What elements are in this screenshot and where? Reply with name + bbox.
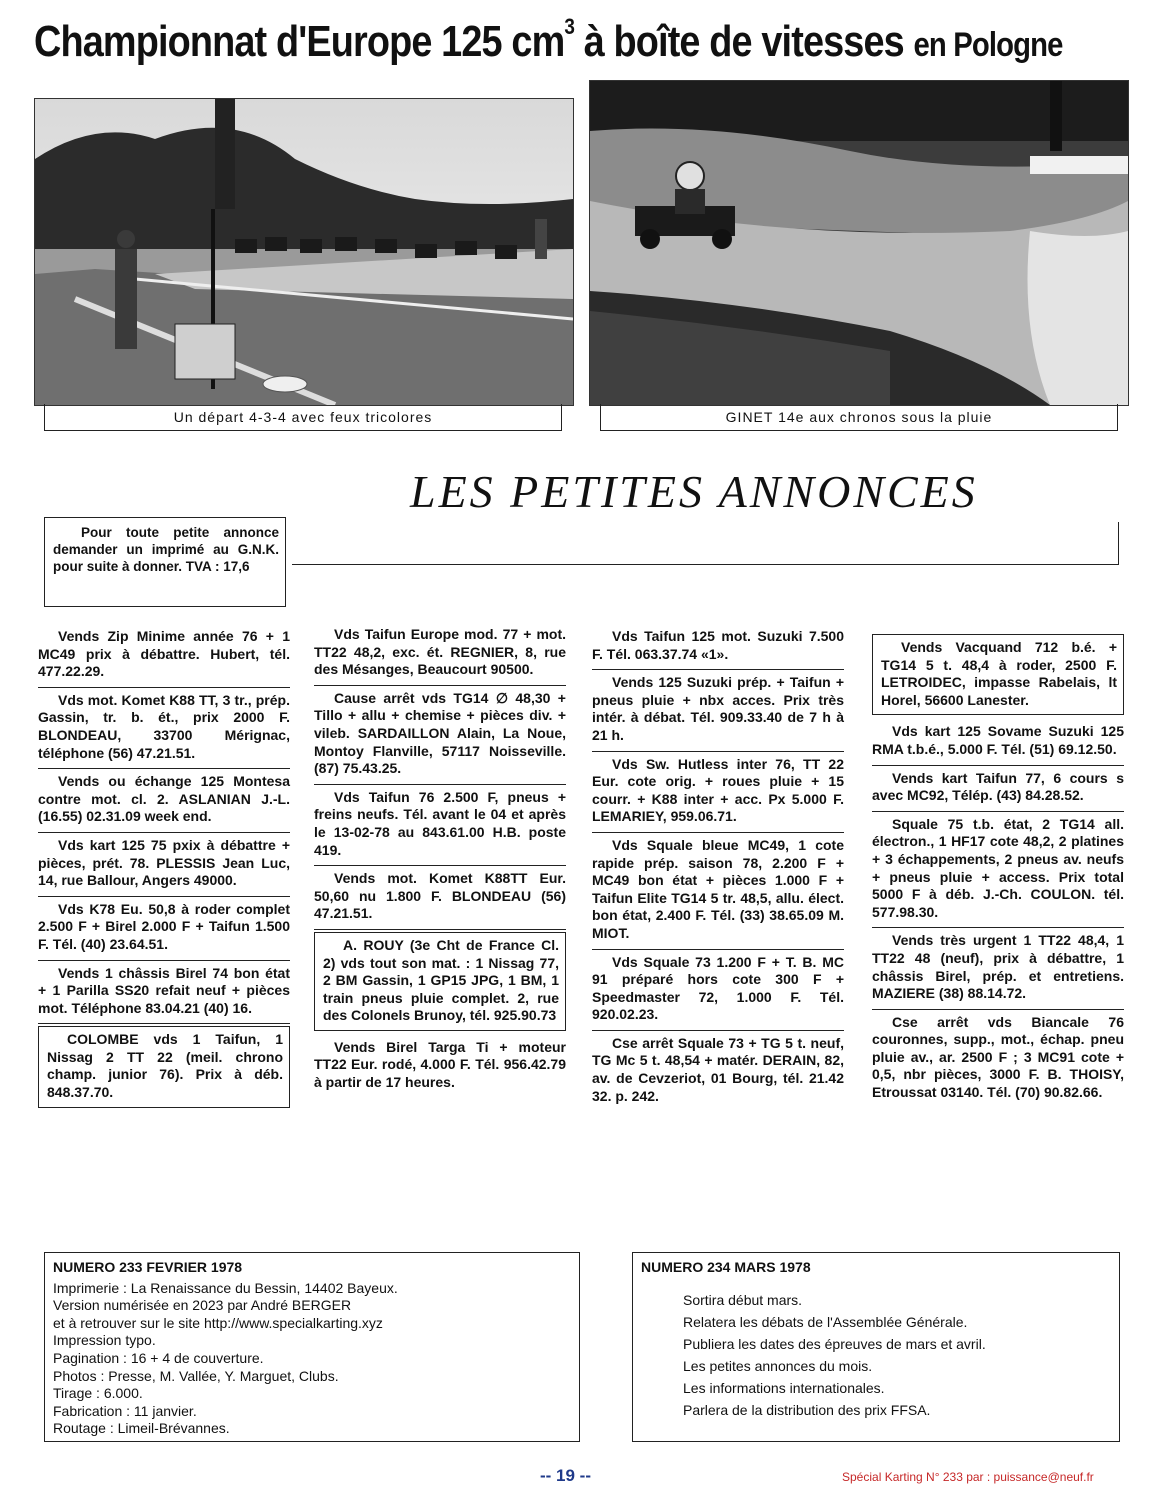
imprint-line: Photos : Presse, M. Vallée, Y. Marguet, Clubs. bbox=[53, 1367, 339, 1384]
imprint-line: Impression typo. bbox=[53, 1332, 156, 1349]
classified-ad: Vds Squale 73 1.200 F + T. B. MC 91 préparé hors cote 300 F + Speedmaster 72, 1.000 F. Tél. 920.02.23. bbox=[592, 950, 844, 1031]
classified-ad: Vds Taifun 125 mot. Suzuki 7.500 F. Tél. 063.37.74 «1». bbox=[592, 624, 844, 670]
issue-imprint bbox=[44, 1252, 580, 1442]
classified-ad: Vends ou échange 125 Montesa contre mot. cl. 2. ASLANIAN J.-L. (16.55) 02.31.09 week end. bbox=[38, 769, 290, 833]
classified-ad: Vends 1 châssis Birel 74 bon état + 1 Parilla SS20 refait neuf + pièces mot. Téléphone 83.04.21 (40) 16. bbox=[38, 961, 290, 1025]
title-rest: à boîte de vitesses bbox=[574, 17, 914, 66]
classified-ad: Vds Squale bleue MC49, 1 cote rapide prép. saison 78, 2.200 F + MC49 bon état + pièces 1.000 F + Taifun Elite TG14 5 tr. 48,5, allu. élect. bon état, 2.400 F. Tél. (33) 38.65.09 M. MIOT. bbox=[592, 833, 844, 950]
classified-ad: Vends Zip Minime année 76 + 1 MC49 prix à débattre. Hubert, tél. 477.22.29. bbox=[38, 624, 290, 688]
next-issue-header: NUMERO 234 MARS 1978 bbox=[641, 1259, 811, 1275]
classified-ad: Squale 75 t.b. état, 2 TG14 all. électron., 1 HF17 cote 48,2, 2 platines + 3 échappements, 2 pneus av. neufs + pneus pluie + access. Prix total 5000 F à déb. J.-Ch. COULON. tél. 577.98.30. bbox=[872, 812, 1124, 929]
classified-ad: Vds K78 Eu. 50,8 à roder complet 2.500 F + Birel 2.000 F + Taifun 1.500 F. Tél. (40) 23.64.51. bbox=[38, 897, 290, 961]
classified-ad: Vds Taifun 76 2.500 F, pneus + freins neufs. Tél. avant le 04 et après le 13-02-78 au 843.61.00 H.B. poste 419. bbox=[314, 785, 566, 866]
start-grid-illustration bbox=[35, 99, 573, 405]
page-title bbox=[34, 14, 1063, 73]
next-issue bbox=[632, 1252, 1120, 1442]
classified-ad: COLOMBE vds 1 Taifun, 1 Nissag 2 TT 22 (meil. chrono champ. junior 76). Prix à déb. 848.37.70. bbox=[38, 1026, 290, 1107]
classified-ad: Vds mot. Komet K88 TT, 3 tr., prép. Gassin, tr. b. ét., prix 2000 F. BLONDEAU, 33700 Mérignac, téléphone (56) 47.21.51. bbox=[38, 688, 290, 769]
photo-start-grid bbox=[34, 98, 574, 406]
classified-ad: Vends mot. Komet K88TT Eur. 50,60 nu 1.800 F. BLONDEAU (56) 47.21.51. bbox=[314, 866, 566, 930]
classified-ad: Cse arrêt Squale 73 + TG 5 t. neuf, TG Mc 5 t. 48,54 + matér. DERAIN, 82, av. de Cevzeriot, 01 Bourg, tél. 21.42 32. p. 242. bbox=[592, 1034, 844, 1104]
next-issue-item: Les petites annonces du mois. bbox=[683, 1358, 873, 1374]
right-photo-caption: GINET 14e aux chronos sous la pluie bbox=[600, 404, 1118, 431]
imprint-header: NUMERO 233 FEVRIER 1978 bbox=[53, 1259, 243, 1275]
title-main: Championnat d'Europe 125 cm bbox=[34, 17, 565, 66]
next-issue-item: Relatera les débats de l'Assemblée Générale. bbox=[683, 1314, 968, 1330]
rain-kart-illustration bbox=[590, 81, 1128, 405]
classified-ad: Vds kart 125 Sovame Suzuki 125 RMA t.b.é., 5.000 F. Tél. (51) 69.12.50. bbox=[872, 719, 1124, 765]
imprint-line: Pagination : 16 + 4 de couverture. bbox=[53, 1349, 264, 1366]
classified-ad: Vends très urgent 1 TT22 48,4, 1 TT22 48 (neuf), prix à débattre, 1 châssis Birel, prép. et entretiens. MAZIERE (38) 88.14.72. bbox=[872, 928, 1124, 1009]
next-issue-item: Publiera les dates des épreuves de mars et avril. bbox=[683, 1336, 986, 1352]
classified-ad: Vends 125 Suzuki prép. + Taifun + pneus pluie + nbx acces. Prix très intér. à débat. Tél. 909.33.40 de 7 h à 21 h. bbox=[592, 670, 844, 751]
classified-column-4 bbox=[872, 632, 1124, 1108]
section-title-rule bbox=[292, 522, 1119, 565]
submission-notice: Pour toute petite annonce demander un imprimé au G.N.K. pour suite à donner. TVA : 17,6 bbox=[44, 517, 286, 607]
classified-ad: Cse arrêt vds Biancale 76 couronnes, supp., mot., échap. pneu pluie av., ar. 2500 F ; 3 MC91 cote + 0,5, nbr pièces, 3000 F. B. THOISY, Etroussat 03140. Tél. (70) 90.82.66. bbox=[872, 1013, 1124, 1101]
classified-ad: Vds kart 125 75 pxix à débattre + pièces, prét. 78. PLESSIS Jean Luc, 14, rue Ballour, Angers 49000. bbox=[38, 833, 290, 897]
digitization-credit: Spécial Karting N° 233 par : puissance@neuf.fr bbox=[842, 1470, 1094, 1484]
classified-ad: Vends Birel Targa Ti + moteur TT22 Eur. rodé, 4.000 F. Tél. 956.42.79 à partir de 17 heures. bbox=[314, 1038, 566, 1091]
classified-column-1 bbox=[38, 624, 290, 1112]
section-title: LES PETITES ANNONCES bbox=[410, 466, 978, 517]
left-photo-caption: Un départ 4-3-4 avec feux tricolores bbox=[44, 404, 562, 431]
page-number: -- 19 -- bbox=[540, 1466, 591, 1485]
next-issue-items bbox=[641, 1289, 1111, 1421]
classified-ad: Cause arrêt vds TG14 ∅ 48,30 + Tillo + allu + chemise + pièces div. + vileb. SARDAILLON Alain, La Noue, Montoy Flanville, 57117 Noisseville. (87) 75.43.25. bbox=[314, 686, 566, 785]
photo-rain-kart bbox=[589, 80, 1129, 406]
next-issue-item: Sortira début mars. bbox=[683, 1292, 803, 1308]
classified-ad: Vds Sw. Hutless inter 76, TT 22 Eur. cote orig. + roues pluie + 15 courr. + K88 inter + acc. Px 5.000 F. LEMARIEY, 959.06.71. bbox=[592, 752, 844, 833]
classified-ad: Vends Vacquand 712 b.é. + TG14 5 t. 48,4 à roder, 2500 F. LETROIDEC, impasse Rabelais, lt Horel, 56600 Lanester. bbox=[872, 634, 1124, 715]
imprint-line: Version numérisée en 2023 par André BERGER bbox=[53, 1297, 352, 1314]
imprint-line: Fabrication : 11 janvier. bbox=[53, 1402, 197, 1419]
next-issue-item: Parlera de la distribution des prix FFSA. bbox=[683, 1402, 931, 1418]
classified-column-3 bbox=[592, 624, 844, 1111]
classified-ad: Vds Taifun Europe mod. 77 + mot. TT22 48,2, exc. ét. REGNIER, 8, rue des Mésanges, Beaucourt 90500. bbox=[314, 622, 566, 686]
classified-ad: A. ROUY (3e Cht de France Cl. 2) vds tout son mat. : 1 Nissag 77, 2 BM Gassin, 1 GP15 JPG, 1 BM, 1 train pneus pluie complet. 2, rue des Colonels Brunoy, tél. 925.90.73 bbox=[314, 932, 566, 1031]
imprint-line: Imprimerie : La Renaissance du Bessin, 14402 Bayeux. bbox=[53, 1279, 398, 1296]
title-superscript: 3 bbox=[564, 14, 575, 39]
classified-ad: Vends kart Taifun 77, 6 cours s avec MC92, Télép. (43) 84.28.52. bbox=[872, 766, 1124, 812]
imprint-line: Routage : Limeil-Brévannes. bbox=[53, 1420, 230, 1437]
imprint-line: et à retrouver sur le site http://www.specialkarting.xyz bbox=[53, 1314, 383, 1331]
next-issue-item: Les informations internationales. bbox=[683, 1380, 885, 1396]
imprint-lines bbox=[53, 1280, 571, 1438]
title-small: en Pologne bbox=[913, 26, 1063, 64]
classified-column-2 bbox=[314, 622, 566, 1098]
imprint-line: Tirage : 6.000. bbox=[53, 1385, 143, 1402]
